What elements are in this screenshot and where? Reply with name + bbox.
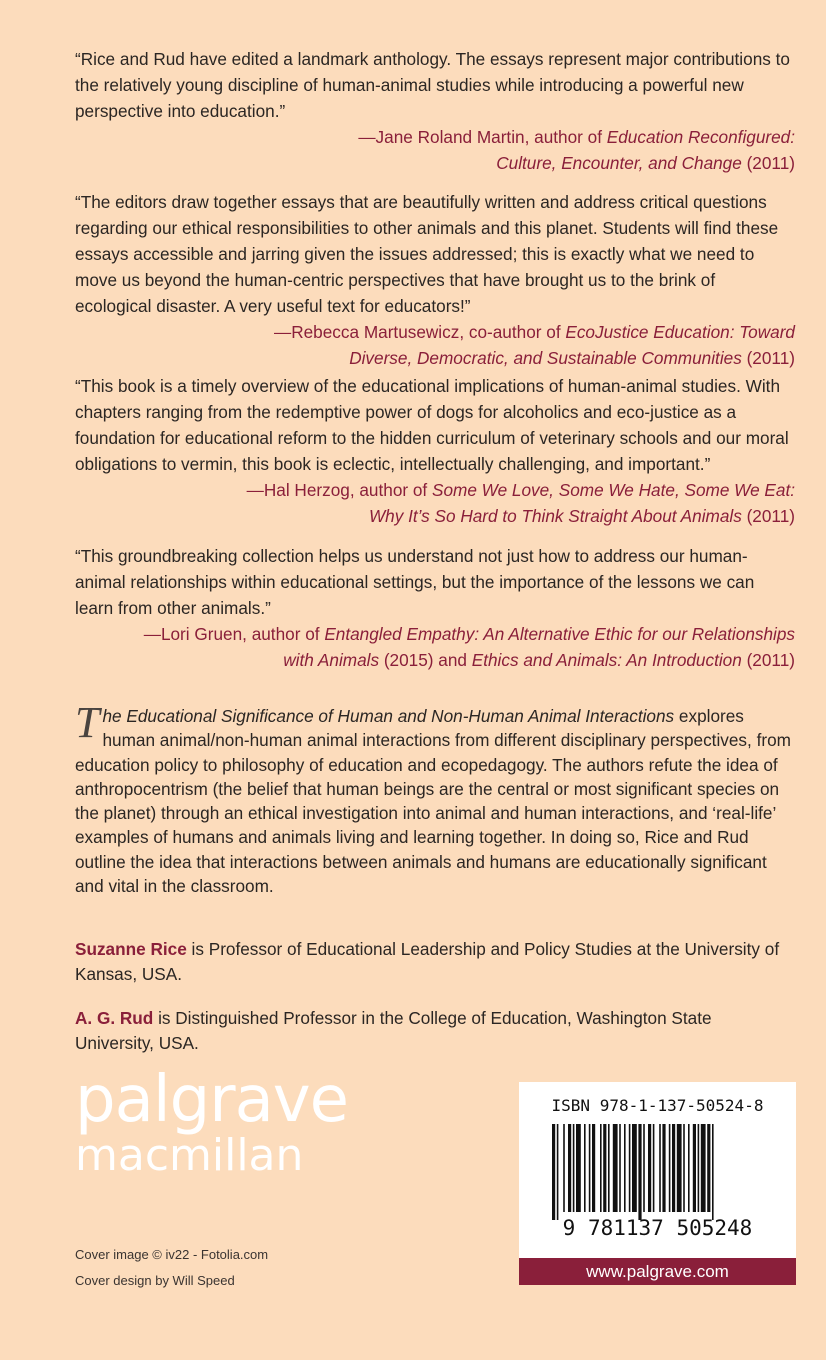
barcode-bar — [557, 1124, 559, 1220]
description-body: explores human animal/non-human animal interactions from different disciplinary perspectives, from education policy to philosophy of education and ecopedagogy. The authors refute the idea of anthropocentrism (the belief that human beings are the central or most significant species on the planet) through an ethical investigation into animal and human interactions, and ‘real-life’ examples of humans and animals living and learning together. In doing so, Rice and Rud outline the idea that interactions between animals and humans are educationally significant and vital in the classroom. — [75, 706, 791, 897]
barcode-bar — [643, 1124, 645, 1212]
isbn-barcode — [519, 1082, 796, 1258]
quote-text: “The editors draw together essays that are beautifully written and address critical questions regarding our ethical responsibilities to other animals and this planet. Students will find these essays accessible and jarring given the issues addressed; this is exactly what we need to move us beyond the human-centric perspectives that have brought us to the brink of ecological disaster. A very useful text for educators!” — [75, 192, 779, 316]
barcode-bar — [683, 1124, 685, 1212]
isbn-label: ISBN 978-1-137-50524-8 — [551, 1096, 764, 1115]
cover-image-credit: Cover image © iv22 - Fotolia.com — [75, 1247, 269, 1262]
book-description — [75, 698, 795, 898]
quote-text: “This book is a timely overview of the educational implications of human-animal studies. With chapters ranging from the redemptive power of dogs for alcoholics and eco-justice as a foundation for educational reform to the hidden curriculum of veterinary schools and our moral obligations to vermin, this book is eclectic, intellectually challenging, and important.” — [75, 376, 789, 474]
barcode-bar — [608, 1124, 610, 1212]
barcode-bar — [672, 1124, 675, 1212]
bio-suzanne-rice: Suzanne Rice is Professor of Educational Leadership and Policy Studies at the University of Kansas, USA. — [75, 939, 780, 984]
barcode-bar — [669, 1124, 671, 1212]
barcode-bar — [632, 1124, 637, 1212]
book-title: he Educational Significance of Human and Non-Human Animal Interactions — [102, 706, 675, 726]
author-name: Suzanne Rice — [75, 939, 187, 959]
barcode-bar — [568, 1124, 571, 1212]
barcode-bar — [698, 1124, 700, 1212]
barcode-bar — [653, 1124, 655, 1212]
barcode-bar — [589, 1124, 591, 1212]
drop-cap: T — [75, 698, 100, 747]
barcode-bar — [576, 1124, 581, 1212]
barcode-bar — [648, 1124, 651, 1212]
barcode-bars — [552, 1124, 764, 1220]
bio-ag-rud: A. G. Rud is Distinguished Professor in the College of Education, Washington State University, USA. — [75, 1008, 712, 1053]
barcode-bar — [662, 1124, 665, 1212]
barcode-bar — [592, 1124, 595, 1212]
quote-attribution: —Hal Herzog, author of Some We Love, Some We Hate, Some We Eat: Why It’s So Hard to Think Straight About Animals (2011) — [246, 480, 795, 526]
barcode-bar — [563, 1124, 565, 1212]
barcode-bar — [629, 1124, 631, 1212]
publisher-url: www.palgrave.com — [519, 1258, 796, 1285]
barcode-bar — [624, 1124, 626, 1212]
quote-hal-herzog — [75, 373, 795, 529]
barcode-bar — [573, 1124, 575, 1212]
author-name: A. G. Rud — [75, 1008, 154, 1028]
barcode-bar — [584, 1124, 586, 1212]
barcode-bar — [659, 1124, 661, 1212]
quote-text: “Rice and Rud have edited a landmark anthology. The essays represent major contributions to the relatively young discipline of human-animal studies while introducing a powerful new perspective into education.” — [75, 49, 790, 121]
quote-rebecca-martusewicz — [75, 189, 795, 371]
quote-attribution: —Jane Roland Martin, author of Education Reconfigured: Culture, Encounter, and Change (2011) — [358, 127, 795, 173]
barcode-bar — [552, 1124, 555, 1220]
barcode-bar — [638, 1124, 641, 1220]
barcode-bar — [688, 1124, 690, 1212]
barcode-bar — [619, 1124, 621, 1212]
quote-attribution: —Lori Gruen, author of Entangled Empathy: An Alternative Ethic for our Relationships with Animals (2015) and Ethics and Animals: An Introduction (2011) — [143, 624, 795, 670]
barcode-bar — [613, 1124, 618, 1212]
barcode-bar — [677, 1124, 682, 1212]
quote-jane-roland-martin — [75, 46, 795, 176]
barcode-bar — [707, 1124, 710, 1212]
barcode-bar — [693, 1124, 696, 1212]
quote-text: “This groundbreaking collection helps us understand not just how to address our human-animal relationships within educational settings, but the importance of the lessons we can learn from other animals.” — [75, 546, 755, 618]
publisher-logo: palgrave macmillan — [75, 1063, 349, 1181]
barcode-bar — [712, 1124, 714, 1220]
barcode-bar — [701, 1124, 706, 1212]
quote-lori-gruen — [75, 543, 795, 673]
quote-attribution: —Rebecca Martusewicz, co-author of EcoJustice Education: Toward Diverse, Democratic, and Sustainable Communities (2011) — [274, 322, 795, 368]
barcode-number: 9 781137 505248 — [562, 1216, 753, 1240]
cover-design-credit: Cover design by Will Speed — [75, 1273, 235, 1288]
barcode-bar — [600, 1124, 602, 1212]
barcode-bar — [603, 1124, 606, 1212]
